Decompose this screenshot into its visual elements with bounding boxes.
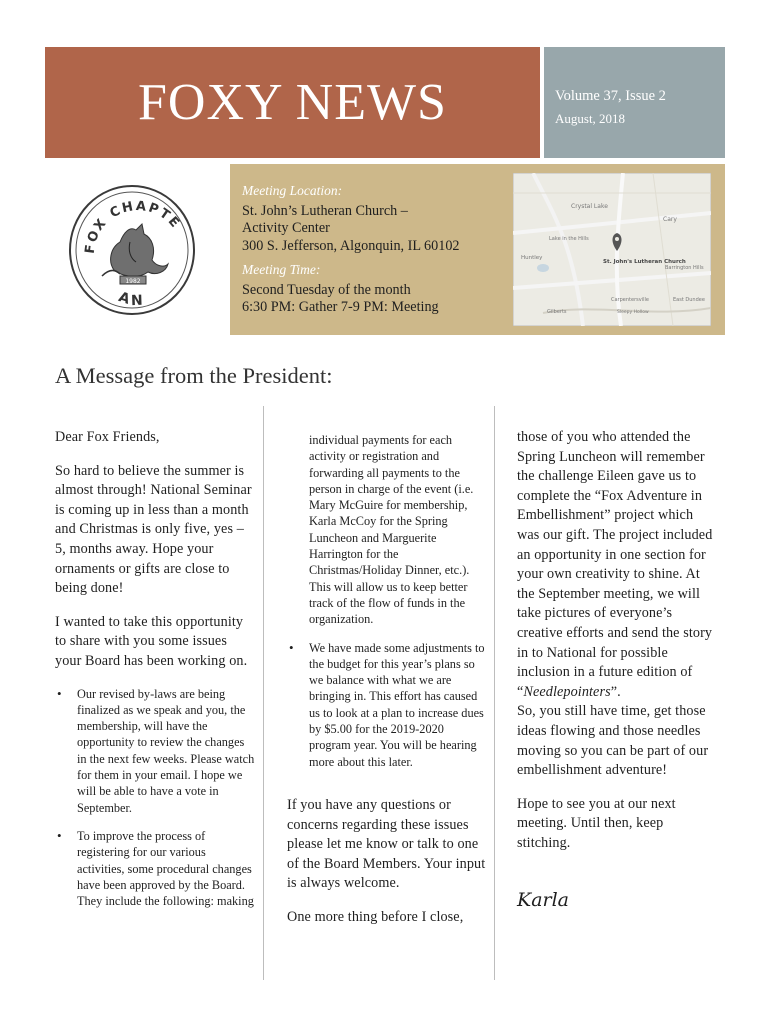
fox-chapter-logo [64, 170, 199, 320]
list-item: • Our revised by-laws are being finalized as we speak and you, the membership, will have the opportunity to review the changes in the next few weeks. Please watch for them in your email. I hope we will be able to have a vote in September. [55, 686, 255, 816]
meeting-location-label: Meeting Location: [242, 183, 343, 198]
paragraph: I wanted to take this opportunity to share with you some issues your Board has been working on. [55, 613, 248, 669]
salutation: Dear Fox Friends, [55, 429, 160, 445]
map-place-gilberts: Gilberts [547, 309, 567, 315]
column-divider [494, 406, 495, 980]
issue-info-block [544, 47, 725, 158]
article-heading: A Message from the President: [55, 363, 333, 388]
map-place-east-dundee: East Dundee [673, 297, 705, 303]
map-place-cary: Cary [663, 216, 677, 223]
list-item: • We have made some adjustments to the budget for this year’s plans so we balance with what we are bringing in. This effort has caused us to look at a plan to increase dues by $5.00 for the 2019-2020 program year. You will be hearing more about this later. [287, 640, 487, 770]
map-place-sleepy-hollow: Sleepy Hollow [617, 310, 649, 315]
location-map [513, 173, 711, 326]
paragraph: So, you still have time, get those ideas flowing and those needles moving so you can be part of our embellishment adventure! [517, 703, 709, 779]
logo-top-text: FOX CHAPTE [82, 198, 184, 255]
board-issues-list [55, 686, 255, 910]
map-place-carpentersville: Carpentersville [611, 297, 649, 303]
magazine-title: Needlepointers [523, 683, 611, 700]
meeting-hours: 6:30 PM: Gather 7-9 PM: Meeting [242, 299, 439, 315]
meeting-info-block [230, 164, 725, 335]
location-line-2: Activity Center [242, 220, 330, 236]
logo-bottom-text: AN [116, 289, 146, 310]
paragraph: If you have any questions or concerns regarding these issues please let me know or talk to one of the Board Members. Your input is always welcome. [287, 796, 486, 892]
paragraph: Hope to see you at our next meeting. Until then, keep stitching. [517, 795, 676, 851]
list-item-continued: individual payments for each activity or registration and forwarding all payments to the person in charge of the event (i.e. Mary McGuire for membership, Karla McCoy for the Spring Luncheon and Marguerite Harrington for the Christmas/Holiday Dinner, etc.). This will allow us to keep better track of the flow of funds in the organization. [309, 433, 474, 627]
map-place-barrington-hills: Barrington Hills [665, 265, 704, 271]
masthead-title-block [45, 47, 540, 158]
volume-issue: Volume 37, Issue 2 [555, 88, 666, 104]
map-place-lake-in-the-hills: Lake in the Hills [549, 236, 589, 242]
article-column-2 [287, 428, 487, 942]
newsletter-title: FOXY NEWS [138, 74, 447, 131]
paragraph: One more thing before I close, [287, 908, 464, 925]
meeting-details [242, 182, 507, 317]
map-pin-label: St. John's Lutheran Church [603, 259, 686, 265]
paragraph: those of you who attended the Spring Luncheon will remember the challenge Eileen gave us to complete the “Fox Adventure in Embellishment” project which was our gift. The project included an opportunity in one section for your own creativity to shine. At the September meeting, we will take pictures of everyone’s creative efforts and send the story in to National for possible inclusion in a future edition of “Needlepointers”. [517, 429, 713, 700]
logo-plate-text: 1982 [125, 278, 141, 285]
location-address: 300 S. Jefferson, Algonquin, IL 60102 [242, 237, 460, 254]
map-place-huntley: Huntley [521, 255, 543, 261]
signature: Karla [517, 889, 570, 912]
list-item: • To improve the process of registering for our various activities, some procedural changes have been approved by the Board. They include the following: making [55, 828, 255, 909]
board-issues-list-continued [287, 640, 487, 770]
map-place-crystal-lake: Crystal Lake [571, 203, 608, 210]
article-column-3 [517, 428, 717, 911]
article-column-1 [55, 428, 255, 918]
meeting-time-label: Meeting Time: [242, 262, 321, 277]
paragraph: So hard to believe the summer is almost through! National Seminar is coming up in less than a month and Christmas is only five, yes – 5, months away. Hope your ornaments or gifts are close to being done! [55, 462, 252, 597]
meeting-day: Second Tuesday of the month [242, 281, 411, 298]
column-divider [263, 406, 264, 980]
location-line-1: St. John’s Lutheran Church – [242, 202, 408, 219]
issue-date: August, 2018 [555, 111, 626, 126]
